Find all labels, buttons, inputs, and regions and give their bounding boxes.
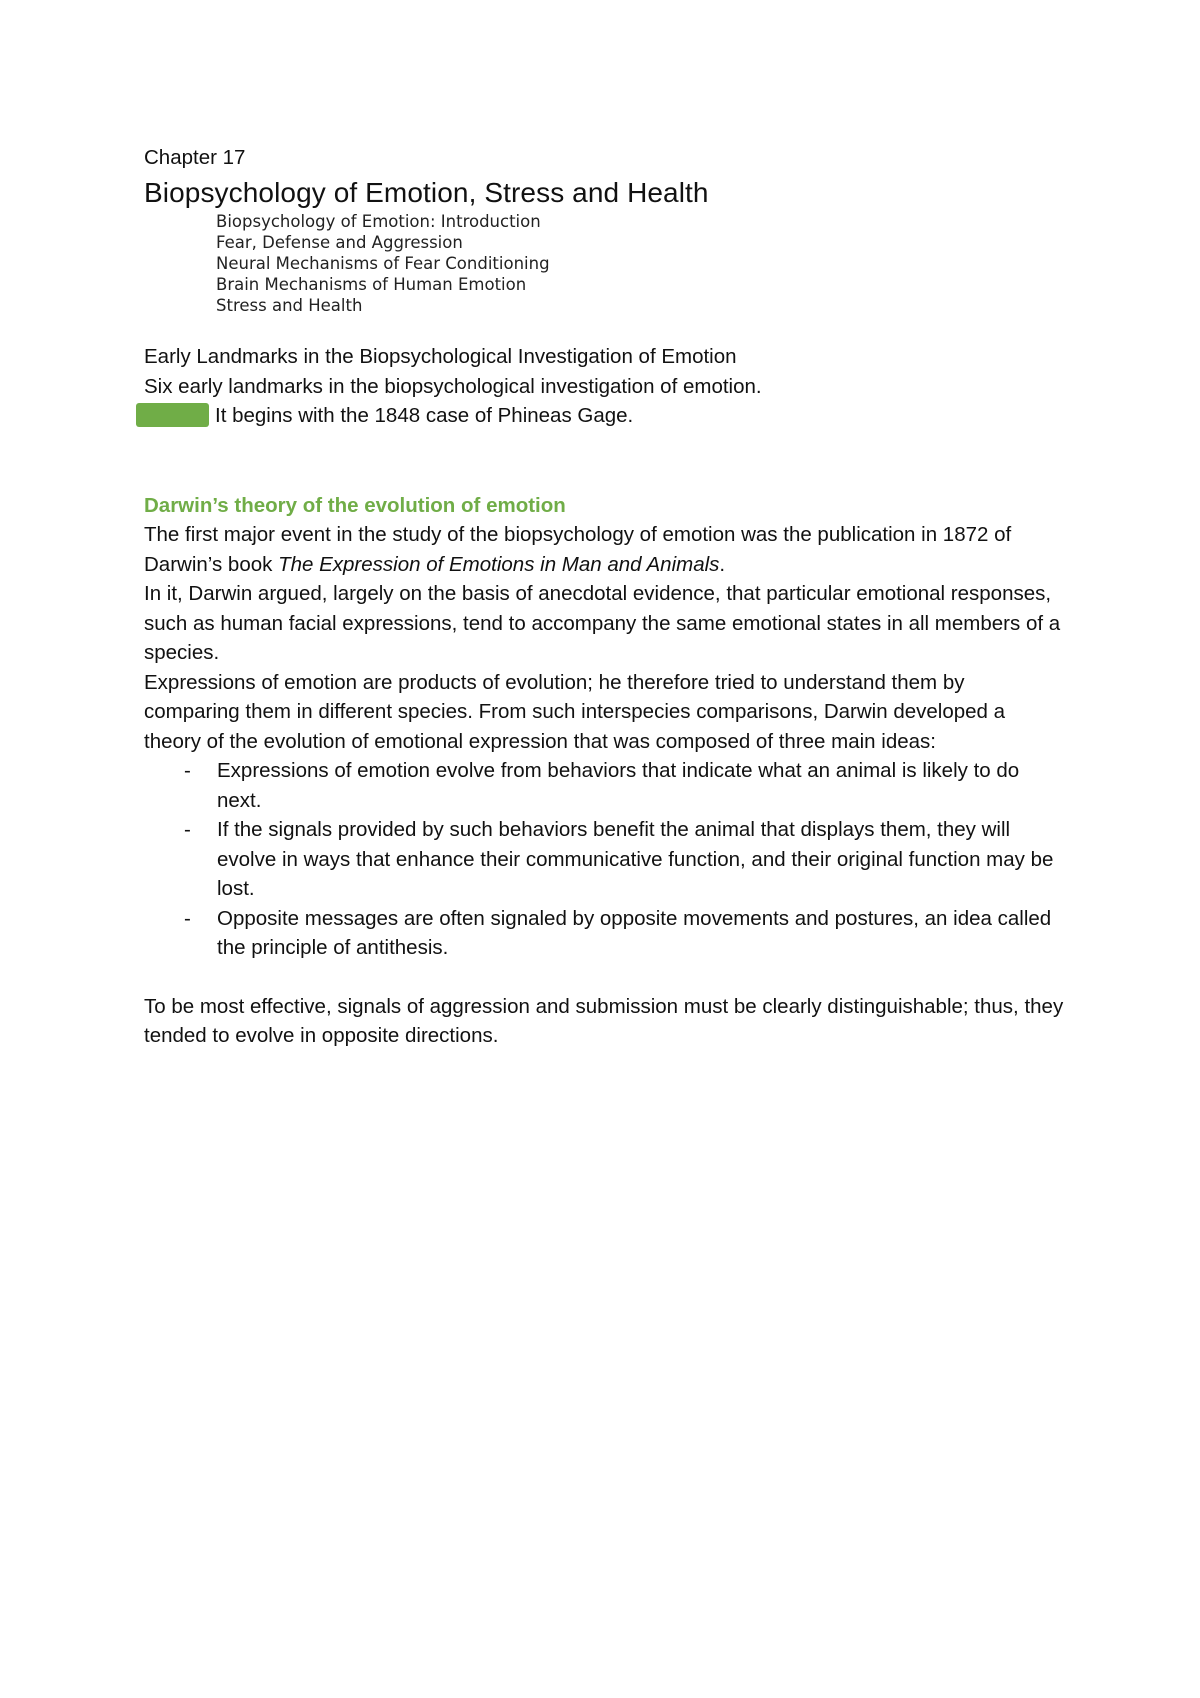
darwin-heading: Darwin’s theory of the evolution of emotion	[144, 493, 566, 517]
landmarks-line-text: It begins with the 1848 case of Phineas Gage.	[215, 404, 634, 427]
darwin-paragraph-3: Expressions of emotion are products of evolution; he therefore tried to understand them by comparing them in different species. From such interspecies comparisons, Darwin developed a theory of the evolution of emotional expression that was composed of three main ideas:	[144, 670, 1006, 753]
list-item-text: Opposite messages are often signaled by opposite movements and postures, an idea called the principle of antithesis.	[217, 906, 1052, 959]
toc-item: Neural Mechanisms of Fear Conditioning	[216, 254, 550, 273]
darwin-section	[144, 491, 1064, 1051]
document-content	[144, 143, 1064, 1051]
spacer	[144, 431, 1064, 491]
bullet-dash: -	[184, 906, 191, 930]
paragraph-text: The first major event in the study of the biopsychology of emotion was the publication in 1872 of Darwin’s book	[144, 523, 1012, 576]
toc-item: Brain Mechanisms of Human Emotion	[216, 275, 527, 294]
list-item-text: If the signals provided by such behaviors benefit the animal that displays them, they will evolve in ways that enhance their communicative function, and their original function may be lost.	[217, 818, 1054, 900]
book-title: The Expression of Emotions in Man and Animals	[278, 552, 720, 576]
bullet-dash: -	[184, 759, 191, 782]
highlight-mark	[136, 403, 209, 427]
bullet-dash: -	[184, 818, 191, 841]
darwin-paragraph-2: In it, Darwin argued, largely on the basis of anecdotal evidence, that particular emotional responses, such as human facial expressions, tend to accompany the same emotional states in all members of a species.	[144, 582, 1061, 664]
landmarks-section	[144, 342, 1064, 431]
list-item	[144, 904, 1064, 963]
list-item-text: Expressions of emotion evolve from behaviors that indicate what an animal is likely to do next.	[217, 759, 1020, 812]
darwin-conclusion: To be most effective, signals of aggression and submission must be clearly distinguishable; thus, they tended to evolve in opposite directions.	[144, 994, 1064, 1047]
chapter-label: Chapter 17	[144, 146, 246, 169]
spacer	[144, 963, 1064, 992]
landmarks-line-highlighted	[144, 401, 1064, 431]
spacer	[144, 316, 1064, 342]
paragraph-text: .	[719, 552, 726, 576]
chapter-title: Biopsychology of Emotion, Stress and Health	[144, 177, 709, 208]
toc-item: Biopsychology of Emotion: Introduction	[216, 212, 541, 231]
table-of-contents	[216, 211, 1064, 316]
landmarks-heading: Early Landmarks in the Biopsychological Investigation of Emotion	[144, 345, 737, 368]
list-item	[144, 815, 1064, 904]
toc-item: Stress and Health	[216, 296, 363, 315]
darwin-paragraph-1	[144, 520, 1064, 579]
list-item	[144, 756, 1064, 815]
toc-item: Fear, Defense and Aggression	[216, 233, 463, 252]
landmarks-line: Six early landmarks in the biopsychological investigation of emotion.	[144, 374, 762, 398]
darwin-ideas-list	[144, 756, 1064, 963]
